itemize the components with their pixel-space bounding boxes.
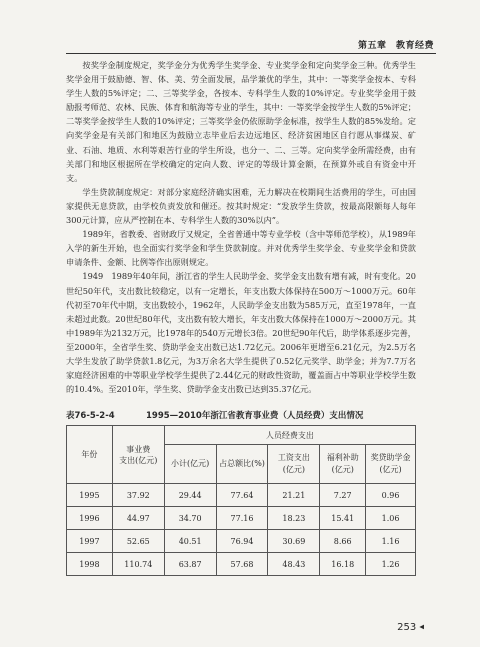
cell-wage: 21.21 xyxy=(268,484,320,507)
header-group: 人员经费支出 xyxy=(164,426,415,445)
cell-total: 110.74 xyxy=(112,553,164,576)
cell-share: 77.16 xyxy=(216,507,268,530)
header-scholarship xyxy=(366,445,416,484)
header-welfare-text: 福利补助 (亿元) xyxy=(326,453,359,474)
cell-year: 1996 xyxy=(67,507,113,530)
chapter-header: 第五章 教育经费 xyxy=(357,41,434,51)
header-total xyxy=(112,426,164,484)
header-wage-text: 工资支出 (亿元) xyxy=(277,453,310,474)
cell-year: 1995 xyxy=(67,484,113,507)
cell-share: 76.94 xyxy=(216,530,268,553)
page-marker-icon: ◀ xyxy=(419,623,424,631)
cell-subtotal: 34.70 xyxy=(164,507,216,530)
cell-scholarship: 1.26 xyxy=(366,553,416,576)
cell-total: 52.65 xyxy=(112,530,164,553)
header-rule xyxy=(66,53,436,54)
cell-total: 44.97 xyxy=(112,507,164,530)
cell-welfare: 15.41 xyxy=(320,507,366,530)
header-total-text: 事业费 支出(亿元) xyxy=(119,444,158,465)
cell-wage: 48.43 xyxy=(268,553,320,576)
cell-welfare: 7.27 xyxy=(320,484,366,507)
cell-subtotal: 40.51 xyxy=(164,530,216,553)
header-wage xyxy=(268,445,320,484)
cell-scholarship: 1.16 xyxy=(366,530,416,553)
cell-scholarship: 0.96 xyxy=(366,484,416,507)
cell-total: 37.92 xyxy=(112,484,164,507)
cell-wage: 30.69 xyxy=(268,530,320,553)
table-row xyxy=(67,484,416,507)
table-row xyxy=(67,530,416,553)
body-text xyxy=(66,58,416,396)
header-welfare xyxy=(320,445,366,484)
table-row xyxy=(67,507,416,530)
expenditure-table xyxy=(66,425,416,576)
page-number xyxy=(397,622,424,633)
paragraph: 学生贷款制度规定：对部分家庭经济确实困难，无力解决在校期间生活费用的学生，可由国家提供无息贷款，由学校负责发放和催还。按其时规定：“发放学生贷款，按最高限额每人每年300元计算，应从严控制在本、专科学生人数的30%以内”。 xyxy=(66,186,416,226)
header-year: 年份 xyxy=(67,426,113,484)
paragraph: 1989年，省教委、省财政厅又规定，全省普通中等专业学校（含中等师范学校），从1989年入学的新生开始，也全面实行奖学金和学生贷款制度。并对优秀学生奖学金、专业奖学金和贷款申请条件、金额、比例等作出原则规定。 xyxy=(66,229,416,268)
cell-subtotal: 63.87 xyxy=(164,553,216,576)
paragraph: 1949 1989年40年间，浙江省的学生人民助学金、奖学金支出数有增有减，时有变化。20世纪50年代，支出数比较稳定，以有一定增长，年支出数大体保持在500万～1000万元。60年代初至70年代中期，支出数较小，1962年，人民助学金支出数为585万元，直至1978年，一直未超过此数。20世纪80年代，支出数有较大增长，年支出数大体保持在1000万～2000万元。其中1989年为2132万元，比1978年的540万元增长3倍。20世纪90年代后，助学体系逐步完善，至2000年，全省学生奖、贷助学金支出数已达1.72亿元。2006年更增至6.21亿元，为2.5万名大学生发放了助学贷款1.8亿元，为3万余名大学生提供了0.52亿元奖学、助学金；并为7.7万名家庭经济困难的中等职业学校学生提供了2.44亿元的财政性资助，覆盖面占中等职业学校学生数的10.4%。至2010年，学生奖、贷助学金支出数已达到35.37亿元。 xyxy=(66,271,416,395)
paragraph: 按奖学金制度规定，奖学金分为优秀学生奖学金、专业奖学金和定向奖学金三种。优秀学生奖学金用于鼓励德、智、体、美、劳全面发展，品学兼优的学生，其中：一等奖学金按本、专科学生人数的5%评定；二、三等奖学金，各按本、专科学生人数的10%评定。专业奖学金用于鼓励报考师范、农林、民族、体育和航海等专业的学生，其中：一等奖学金按学生人数的5%评定；二等奖学金按学生人数的10%评定；三等奖学金仍依原助学金标准，按学生人数的85%发给。定向奖学金是有关部门和地区为鼓励立志毕业后去边远地区、经济贫困地区自行愿从事煤炭、矿业、石油、地质、水利等艰苦行业的学生所设，也分一、二、三等。定向奖学金所需经费，由有关部门和地区根据所在学校确定的定向人数、评定的等级计算金额，在预算外或自有资金中开支。 xyxy=(66,60,416,183)
header-share: 占总额比(%) xyxy=(216,445,268,484)
page-number-value: 253 xyxy=(397,622,417,633)
header-subtotal: 小计(亿元) xyxy=(164,445,216,484)
cell-subtotal: 29.44 xyxy=(164,484,216,507)
cell-share: 77.64 xyxy=(216,484,268,507)
cell-welfare: 16.18 xyxy=(320,553,366,576)
cell-share: 57.68 xyxy=(216,553,268,576)
cell-year: 1998 xyxy=(67,553,113,576)
table-row xyxy=(67,553,416,576)
cell-wage: 18.23 xyxy=(268,507,320,530)
cell-year: 1997 xyxy=(67,530,113,553)
table-code: 表76-5-2-4 xyxy=(66,411,115,421)
header-scholarship-text: 奖贷助学金 (亿元) xyxy=(370,453,411,474)
cell-welfare: 8.66 xyxy=(320,530,366,553)
cell-scholarship: 1.06 xyxy=(366,507,416,530)
table-title: 1995—2010年浙江省教育事业费（人员经费）支出情况 xyxy=(146,411,364,421)
